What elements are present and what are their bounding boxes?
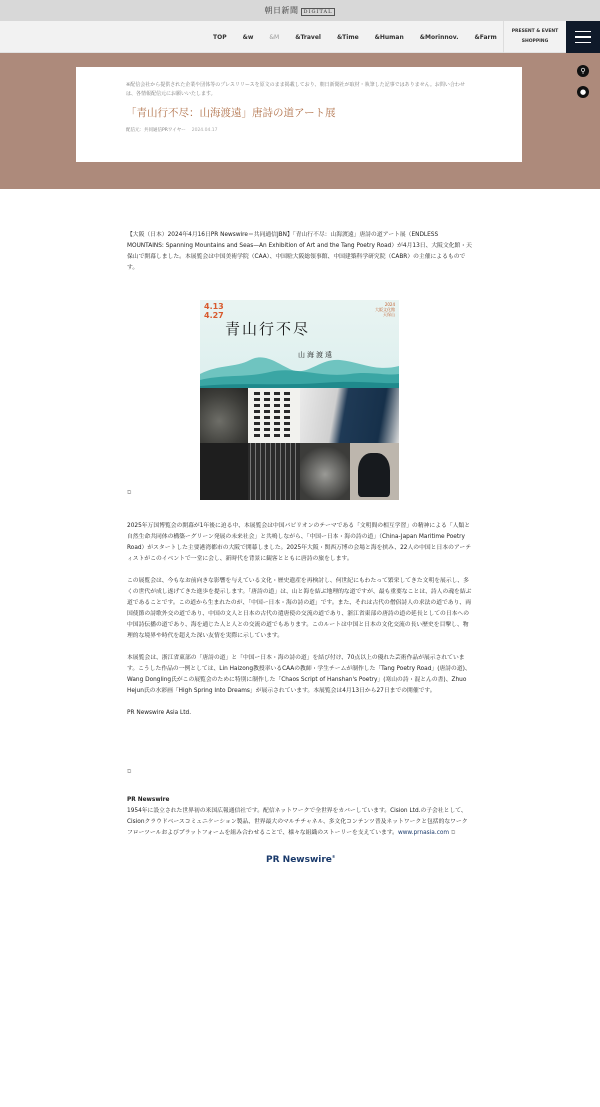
article-meta: [126, 127, 470, 133]
about-text-body: 1954年に設立された世界初の米国広報通信社です。配信ネットワークで全世界をカバーしています。Cision Ltd.の子会社として、Cisionクラウドベースコミュニケーション製品、世界最大のマルチチャネル、多文化コンテンツ普及ネットワークと包括的なワークフローツールおよびプラットフォームを組み合わせることで、様々な組織のストーリーを支えています。: [127, 808, 468, 836]
nav-time[interactable]: &Time: [336, 33, 359, 41]
nav-top[interactable]: TOP: [213, 33, 227, 41]
gallery-photo-tile: [300, 388, 399, 443]
pr-newswire-logo-text: PR Newswire: [266, 855, 332, 865]
top-logo-bar: [0, 0, 600, 21]
paragraph-4: 本展覧会は、浙江省東部の「唐詩の道」と「中国ー日本・海の詩の道」を結び付け、70点以上の優れた芸術作品が展示されています。こうした作品の一例としては、Lin Haizong教授率いるCAAの教師・学生チームが制作した「Tang Poetry Road」(唐詩の道)、Wang Dongling氏がこの展覧会のために特別に制作した「Chaos Script of Hanshan's Poetry」(寒山の詩・混とんの書)、Zhuo Hejun氏の水彩画「High Spring Into Dreams」が展示されています。本展覧会は4月13日から27日までの開催です。: [127, 655, 471, 694]
article-header-card: [76, 67, 522, 162]
about-title: PR Newswire: [127, 797, 170, 803]
present-event-link[interactable]: [503, 21, 566, 53]
calligraphy-tile: [248, 388, 300, 443]
article-title: 「青山行不尽：山海渡遠」唐詩の道アート展: [126, 107, 336, 119]
artwork-tile: [300, 443, 350, 500]
paragraph-3: この展覧会は、今もなお前向きな影響を与えている文化・歴史遺産を再検討し、何世紀にもわたって繁栄してきた文明を展示し、多くの世代が成し遂げてきた進歩を提示します。「唐詩の道」は、山と海を結ぶ地理的な道ですが、最も重要なことは、詩人の魂を結ぶ道であることです。この道から生まれたのが、「中国ー日本・海の詩の道」です。また、それは古代の僧侶詩人の求法の道であり、両国使節の詩歌外交の道であり、中国の文人と日本の古代の遣唐使の交流の道であり、浙江省東部の唐詩の道の延長としての日本への中国詩伝播の道であり、海を通じた人と人との交流の道でもあります。このルートは中国と日本の文化交流の長い歴史を目撃し、物理的な境界や時代を超えた深い友情を実際に示しています。: [127, 578, 472, 639]
logo-digital-badge: DIGITAL: [301, 8, 336, 16]
present-event-label: PRESENT & EVENT: [511, 29, 559, 34]
pr-newswire-logo: PR Newswire®: [266, 855, 336, 865]
logo-spacer: [127, 730, 472, 766]
nav-human[interactable]: &Human: [374, 33, 404, 41]
sculpture-tile: [350, 443, 399, 500]
artwork-tile: [248, 443, 300, 500]
poster-dates: 4.13 4.27: [204, 302, 224, 320]
exhibition-poster: [200, 300, 399, 500]
nav-travel[interactable]: &Travel: [295, 33, 321, 41]
nav-m[interactable]: &M: [269, 33, 280, 41]
poster-venue: 2024 大阪文化館 天保山: [375, 302, 395, 317]
external-link-icon[interactable]: ⧉: [127, 489, 132, 496]
external-link-icon[interactable]: ⧉: [127, 768, 132, 775]
paragraph-1: 【大阪（日本）2024年4月16日PR Newswire＝共同通信JBN】「青山行不尽：山海渡遠」唐詩の道アート展（ENDLESS MOUNTAINS: Spanning Mountains and Seas—An Exhibition of Art and the Tang Poetry Road）が4月13日、大阪文化館・天保山で開幕しました。本展覧会は中国美術学院（CAA）、中国駐大阪総領事館、中国建築科学研究院（CABR）の主催によるものです。: [127, 232, 472, 271]
logo-main-text: 朝日新聞: [264, 6, 299, 15]
user-icon[interactable]: ●: [577, 86, 589, 98]
paragraph-2: 2025年万国博覧会の開幕が1年後に迫る中、本展覧会は中国パビリオンのテーマである「文明間の相互学習」の精神による「人類と自然生命共同体の構築ーグリーン発展の未来社会」と共鳴しながら、「中国ー日本・海の詩の道」（China-Japan Maritime Poetry Road）がスタートした主要港湾都市の大阪で開幕しました。2025年大阪・関西万博の会場と海を挟み、22人の中国と日本のアーティストがこのイベントで一堂に会し、新時代を背景に観客とともに唐詩の旅をします。: [127, 523, 472, 562]
search-icon[interactable]: ⚲: [577, 65, 589, 77]
shopping-label: SHOPPING: [521, 39, 549, 44]
nav-farm[interactable]: &Farm: [474, 33, 497, 41]
external-link-icon: ⧉: [450, 830, 456, 836]
about-text: [127, 806, 472, 839]
poster-calligraphy-title: 青山行不尽: [225, 320, 311, 338]
poster-subtitle: 山海渡遠: [298, 351, 334, 359]
nav-morinnov[interactable]: &Morinnov.: [419, 33, 459, 41]
article-date: 2024.04.17: [191, 128, 218, 133]
hamburger-menu-icon[interactable]: [566, 21, 600, 53]
nav-w[interactable]: &w: [242, 33, 254, 41]
artwork-tile: [200, 443, 248, 500]
source-line: PR Newswire Asia Ltd.: [127, 710, 192, 716]
about-link[interactable]: www.prnasia.com: [397, 830, 450, 836]
article-source: 配信元：共同通信PRワイヤー: [126, 128, 186, 133]
disclaimer-notice: ※配信会社から提供された企業や団体等のプレスリリースを原文のまま掲載しており、朝日新聞社が取材・執筆した記事ではありません。お問い合わせは、各情報配信元にお願いいたします。: [126, 82, 465, 97]
artwork-tile: [200, 388, 248, 443]
site-logo[interactable]: [265, 5, 336, 16]
